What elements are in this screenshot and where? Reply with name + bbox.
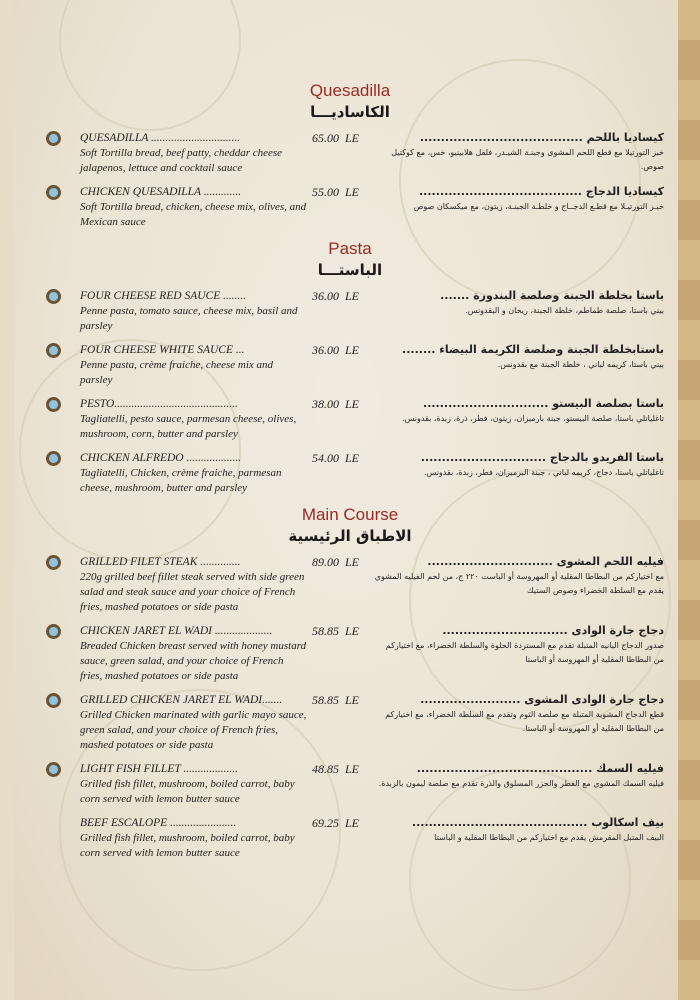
item-name-ar: بيف اسكالوب .......................................... xyxy=(411,816,664,829)
item-name-ar: كيساديا الدجاج ....................................... xyxy=(419,185,664,198)
item-name-en: GRILLED FILET STEAK .............. xyxy=(80,556,241,568)
menu-item-badge-icon xyxy=(46,289,61,304)
item-name-en: FOUR CHEESE WHITE SAUCE ... xyxy=(80,344,245,356)
item-price: 54.00 LE xyxy=(312,451,360,465)
menu-item xyxy=(0,396,700,442)
item-desc-en: Penne pasta, crème fraiche, cheese mix and parsley xyxy=(80,359,274,386)
item-price: 48.85 LE xyxy=(312,762,360,776)
item-english xyxy=(80,342,308,388)
menu-item xyxy=(0,342,700,388)
item-price: 38.00 LE xyxy=(312,397,360,411)
item-name-ar: دجاج جارة الوادى المشوى ........................ xyxy=(420,693,664,706)
item-price: 65.00 LE xyxy=(312,131,360,145)
item-desc-ar: بيني باستا، صلصة طماطم، خلطة الجبنة، ريحان و البقدونس. xyxy=(465,306,664,315)
item-name-ar: دجاج جارة الوادى .............................. xyxy=(442,624,664,637)
item-desc-ar: خبز التورتيلا مع قطع اللحم المشوى وجبنـة الشيـدر، فلفل هلابينيو، خس، مع كوكتيل صوص. xyxy=(391,148,664,171)
item-english xyxy=(80,130,308,176)
item-english xyxy=(80,692,308,753)
item-desc-en: Soft Tortilla bread, beef patty, cheddar cheese jalapenos, lettuce and cocktail sauce xyxy=(80,147,283,174)
item-name-en: GRILLED CHICKEN JARET EL WADI....... xyxy=(80,694,283,706)
section-title-ar: الاطباق الرئيسية xyxy=(288,527,412,545)
menu-item xyxy=(0,554,700,615)
item-price: 69.25 LE xyxy=(312,816,360,830)
menu-item-badge-icon xyxy=(46,693,61,708)
section-title-en: Quesadilla xyxy=(309,81,391,100)
item-name-ar: كيساديا باللحم ....................................... xyxy=(419,131,664,144)
item-name-en: BEEF ESCALOPE ....................... xyxy=(80,817,237,829)
menu-item xyxy=(0,815,700,861)
section-title-en: Pasta xyxy=(328,239,372,258)
item-desc-en: Tagliatelli, Chicken, crème fraiche, parmesan cheese, mushroom, butter and parsley xyxy=(80,467,282,494)
item-name-ar: فيليه السمك .......................................... xyxy=(416,762,664,775)
item-name-en: LIGHT FISH FILLET ................... xyxy=(80,763,239,775)
item-name-en: CHICKEN QUESADILLA ............. xyxy=(80,186,242,198)
item-arabic xyxy=(374,692,664,736)
item-desc-ar: فيليه السمك المشوي مع الفطر والجزر المسلوق والذرة تقدم مع صلصة ليمون بالزبدة. xyxy=(378,779,664,788)
item-price: 36.00 LE xyxy=(312,289,360,303)
menu-item-badge-icon xyxy=(46,762,61,777)
menu-item-badge-icon xyxy=(46,397,61,412)
menu-item xyxy=(0,692,700,753)
item-name-en: QUESADILLA ............................... xyxy=(80,132,241,144)
item-price: 58.85 LE xyxy=(312,693,360,707)
item-desc-ar: تاغلياتلي باستا، صلصة البيستو، جبنة بارميزان، زيتون، فطر، ذرة، زبدة، بقدونس. xyxy=(402,414,664,423)
item-name-en: CHICKEN JARET EL WADI .................... xyxy=(80,625,273,637)
item-arabic xyxy=(374,761,664,791)
item-arabic xyxy=(374,815,664,845)
item-desc-ar: خبـز التورتيـلا مع قطـع الدجــاج و خلطـة الجبنـة، زيتون، مع ميكسكان صوص xyxy=(413,202,664,211)
item-english xyxy=(80,554,308,615)
item-english xyxy=(80,623,308,684)
item-desc-ar: صدور الدجاج البانيه المتبلة تقدم مع المستردة الحلوة والسلطة الخضراء، مع اختياركم من البطاطا المقلية أو المهروسة أو الباستا xyxy=(385,641,664,664)
item-english xyxy=(80,450,308,496)
menu-section xyxy=(0,504,700,861)
item-desc-ar: بيني باستا، كريمه لباني ، خلطة الجبنة مع بقدونس. xyxy=(497,360,664,369)
item-english xyxy=(80,396,308,442)
menu-item-badge-icon xyxy=(46,624,61,639)
item-name-ar: باستا بخلطة الجبنة وصلصة البندورة ....... xyxy=(440,289,664,302)
item-price: 89.00 LE xyxy=(312,555,360,569)
item-name-en: PESTO........................................... xyxy=(80,398,238,410)
item-english xyxy=(80,288,308,334)
item-price: 58.85 LE xyxy=(312,624,360,638)
item-english xyxy=(80,761,308,807)
menu-item xyxy=(0,450,700,496)
menu-item-badge-icon xyxy=(46,343,61,358)
menu-item xyxy=(0,623,700,684)
item-name-en: FOUR CHEESE RED SAUCE ........ xyxy=(80,290,247,302)
item-desc-en: Breaded Chicken breast served with honey mustard sauce, green salad, and your choice of French fries, mashed potatoes or side pasta xyxy=(80,640,307,682)
item-arabic xyxy=(374,342,664,372)
menu-section xyxy=(0,80,700,230)
menu-item-badge-icon xyxy=(46,555,61,570)
item-desc-en: Soft Tortilla bread, chicken, cheese mix, olives, and Mexican sauce xyxy=(80,201,307,228)
section-title-en: Main Course xyxy=(301,505,399,524)
item-english xyxy=(80,815,308,861)
item-arabic xyxy=(374,450,664,480)
item-desc-en: Tagliatelli, pesto sauce, parmesan cheese, olives, mushroom, corn, butter and parsley xyxy=(80,413,297,440)
item-name-ar: باستا الفريدو بالدجاج .............................. xyxy=(420,451,664,464)
item-price: 55.00 LE xyxy=(312,185,360,199)
item-desc-ar: البيف المتبل المقرمش يقدم مع اختياركم من البطاطا المقلية و الباستا xyxy=(434,833,664,842)
item-arabic xyxy=(374,288,664,318)
item-arabic xyxy=(374,184,664,214)
item-desc-en: Grilled fish fillet, mushroom, boiled carrot, baby corn served with lemon butter sauce xyxy=(80,778,295,805)
section-title-ar: الباستـــا xyxy=(317,261,383,279)
item-name-en: CHICKEN ALFREDO ................... xyxy=(80,452,242,464)
item-desc-ar: تاغلياتلي باستا، دجاج، كريمه لباني ، جبنة البرميزان، فطر، زبدة، بقدونس. xyxy=(423,468,664,477)
item-arabic xyxy=(374,396,664,426)
menu-item-badge-icon xyxy=(46,185,61,200)
item-arabic xyxy=(374,554,664,598)
item-name-ar: باستا بصلصة البيستو .............................. xyxy=(423,397,664,410)
item-english xyxy=(80,184,308,230)
item-desc-ar: مع اختياركم من البطاطا المقلية أو المهروسة أو الباست ٢٢٠ ج، من لحم الفيليه المشوي يقدم مع السلطة الخضراء وصوص الستيك xyxy=(374,572,664,595)
menu-item xyxy=(0,130,700,176)
menu-section xyxy=(0,238,700,496)
menu-item-badge-icon xyxy=(46,451,61,466)
menu-item xyxy=(0,184,700,230)
item-desc-en: Grilled fish fillet, mushroom, boiled carrot, baby corn served with lemon butter sauce xyxy=(80,832,295,859)
item-desc-ar: قطع الدجاج المشوية المتبلة مع صلصة الثوم وتقدم مع السلطة الخضراء، مع اختياركم من البطاطا المقلية أو المهروسة أو الباستا. xyxy=(385,710,664,733)
item-arabic xyxy=(374,623,664,667)
menu-item xyxy=(0,761,700,807)
item-desc-en: Grilled Chicken marinated with garlic mayo sauce, green salad, and your choice of French fries, mashed potatoes or side pasta xyxy=(80,709,307,751)
item-desc-en: Penne pasta, tomato sauce, cheese mix, basil and parsley xyxy=(80,305,298,332)
menu-item-badge-icon xyxy=(46,131,61,146)
item-name-ar: فيليه اللحم المشوى .............................. xyxy=(427,555,664,568)
item-name-ar: باستابخلطة الجبنة وصلصة الكريمة البيضاء ........ xyxy=(402,343,664,356)
item-price: 36.00 LE xyxy=(312,343,360,357)
section-title-ar: الكاساديـــا xyxy=(310,103,390,121)
item-desc-en: 220g grilled beef fillet steak served with side green salad and steak sauce and your choice of French fries, mashed potatoes or side pasta xyxy=(80,571,305,613)
menu-item xyxy=(0,288,700,334)
item-arabic xyxy=(374,130,664,174)
